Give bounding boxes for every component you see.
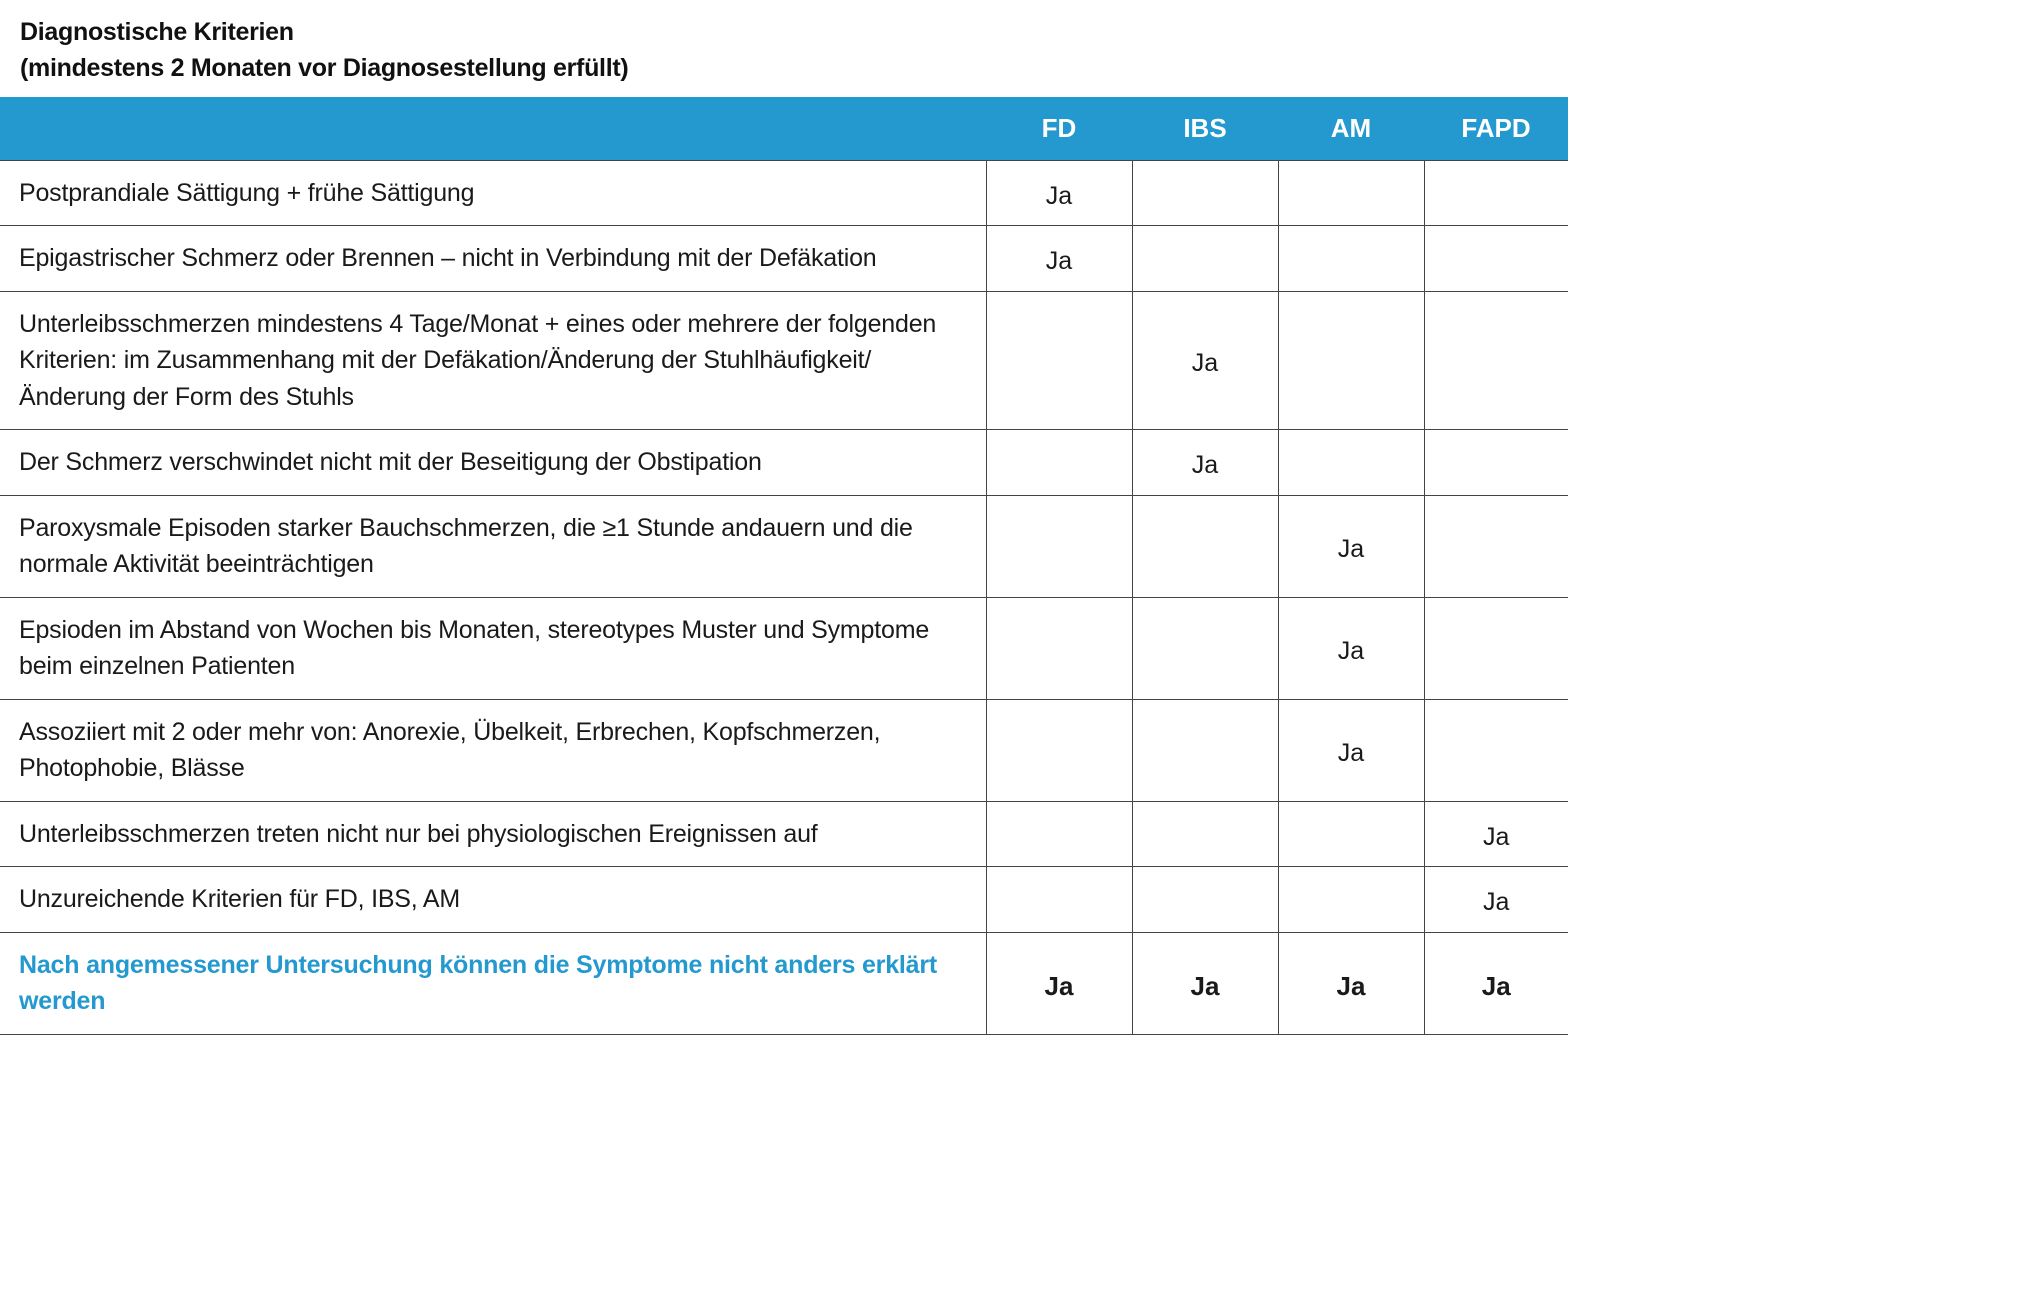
criterion-cell: Postprandiale Sättigung + frühe Sättigung [0, 160, 986, 226]
fapd-cell [1424, 291, 1568, 430]
fd-cell [986, 495, 1132, 597]
table-header [0, 97, 1568, 160]
ibs-cell [1132, 801, 1278, 867]
am-cell [1278, 867, 1424, 933]
am-cell: Ja [1278, 495, 1424, 597]
fd-cell [986, 867, 1132, 933]
header-ibs: IBS [1132, 97, 1278, 160]
diagnostic-criteria-table [0, 97, 1568, 1035]
ibs-cell: Ja [1132, 932, 1278, 1034]
caption-subtitle: (mindestens 2 Monaten vor Diagnosestellung erfüllt) [20, 54, 629, 82]
caption-title: Diagnostische Kriterien [20, 18, 294, 46]
am-cell [1278, 430, 1424, 496]
am-cell [1278, 291, 1424, 430]
table-row [0, 430, 1568, 496]
ibs-cell [1132, 699, 1278, 801]
fd-cell [986, 801, 1132, 867]
criterion-cell: Unterleibsschmerzen mindestens 4 Tage/Monat + eines oder mehrere der folgenden Kriterien: im Zusammenhang mit der Defäkation/Änderung der Stuhlhäufigkeit/Änderung der Form des Stuhls [0, 291, 986, 430]
table-row [0, 699, 1568, 801]
ibs-cell [1132, 495, 1278, 597]
fapd-cell [1424, 160, 1568, 226]
fd-cell [986, 597, 1132, 699]
criterion-cell: Unzureichende Kriterien für FD, IBS, AM [0, 867, 986, 933]
criterion-cell-highlight: Nach angemessener Untersuchung können die Symptome nicht anders erklärt werden [0, 932, 986, 1034]
ibs-cell [1132, 226, 1278, 292]
criterion-cell: Epigastrischer Schmerz oder Brennen – nicht in Verbindung mit der Defäkation [0, 226, 986, 292]
table-row [0, 226, 1568, 292]
fd-cell: Ja [986, 226, 1132, 292]
am-cell [1278, 801, 1424, 867]
ibs-cell [1132, 867, 1278, 933]
ibs-cell [1132, 597, 1278, 699]
fd-cell: Ja [986, 932, 1132, 1034]
table-row [0, 495, 1568, 597]
table-row [0, 291, 1568, 430]
am-cell: Ja [1278, 597, 1424, 699]
ibs-cell: Ja [1132, 291, 1278, 430]
fd-cell [986, 291, 1132, 430]
header-row [0, 97, 1568, 160]
fapd-cell [1424, 495, 1568, 597]
ibs-cell [1132, 160, 1278, 226]
fapd-cell: Ja [1424, 801, 1568, 867]
am-cell: Ja [1278, 932, 1424, 1034]
header-am: AM [1278, 97, 1424, 160]
am-cell [1278, 160, 1424, 226]
ibs-cell: Ja [1132, 430, 1278, 496]
fapd-cell: Ja [1424, 932, 1568, 1034]
fd-cell: Ja [986, 160, 1132, 226]
header-fapd: FAPD [1424, 97, 1568, 160]
am-cell [1278, 226, 1424, 292]
header-fd: FD [986, 97, 1132, 160]
table-row-final [0, 932, 1568, 1034]
criterion-cell: Der Schmerz verschwindet nicht mit der Beseitigung der Obstipation [0, 430, 986, 496]
table-row [0, 867, 1568, 933]
fapd-cell [1424, 430, 1568, 496]
criterion-cell: Assoziiert mit 2 oder mehr von: Anorexie, Übelkeit, Erbrechen, Kopfschmerzen, Photophobie, Blässe [0, 699, 986, 801]
table-row [0, 160, 1568, 226]
fapd-cell [1424, 597, 1568, 699]
criterion-cell: Unterleibsschmerzen treten nicht nur bei physiologischen Ereignissen auf [0, 801, 986, 867]
table-row [0, 801, 1568, 867]
table-body [0, 160, 1568, 1034]
fapd-cell [1424, 699, 1568, 801]
fapd-cell: Ja [1424, 867, 1568, 933]
fapd-cell [1424, 226, 1568, 292]
table-row [0, 597, 1568, 699]
am-cell: Ja [1278, 699, 1424, 801]
table-caption [0, 0, 1568, 84]
fd-cell [986, 699, 1132, 801]
criterion-cell: Paroxysmale Episoden starker Bauchschmerzen, die ≥1 Stunde andauern und die normale Aktivität beeinträchtigen [0, 495, 986, 597]
criterion-cell: Epsioden im Abstand von Wochen bis Monaten, stereotypes Muster und Symptome beim einzelnen Patienten [0, 597, 986, 699]
header-criteria [0, 97, 986, 160]
fd-cell [986, 430, 1132, 496]
